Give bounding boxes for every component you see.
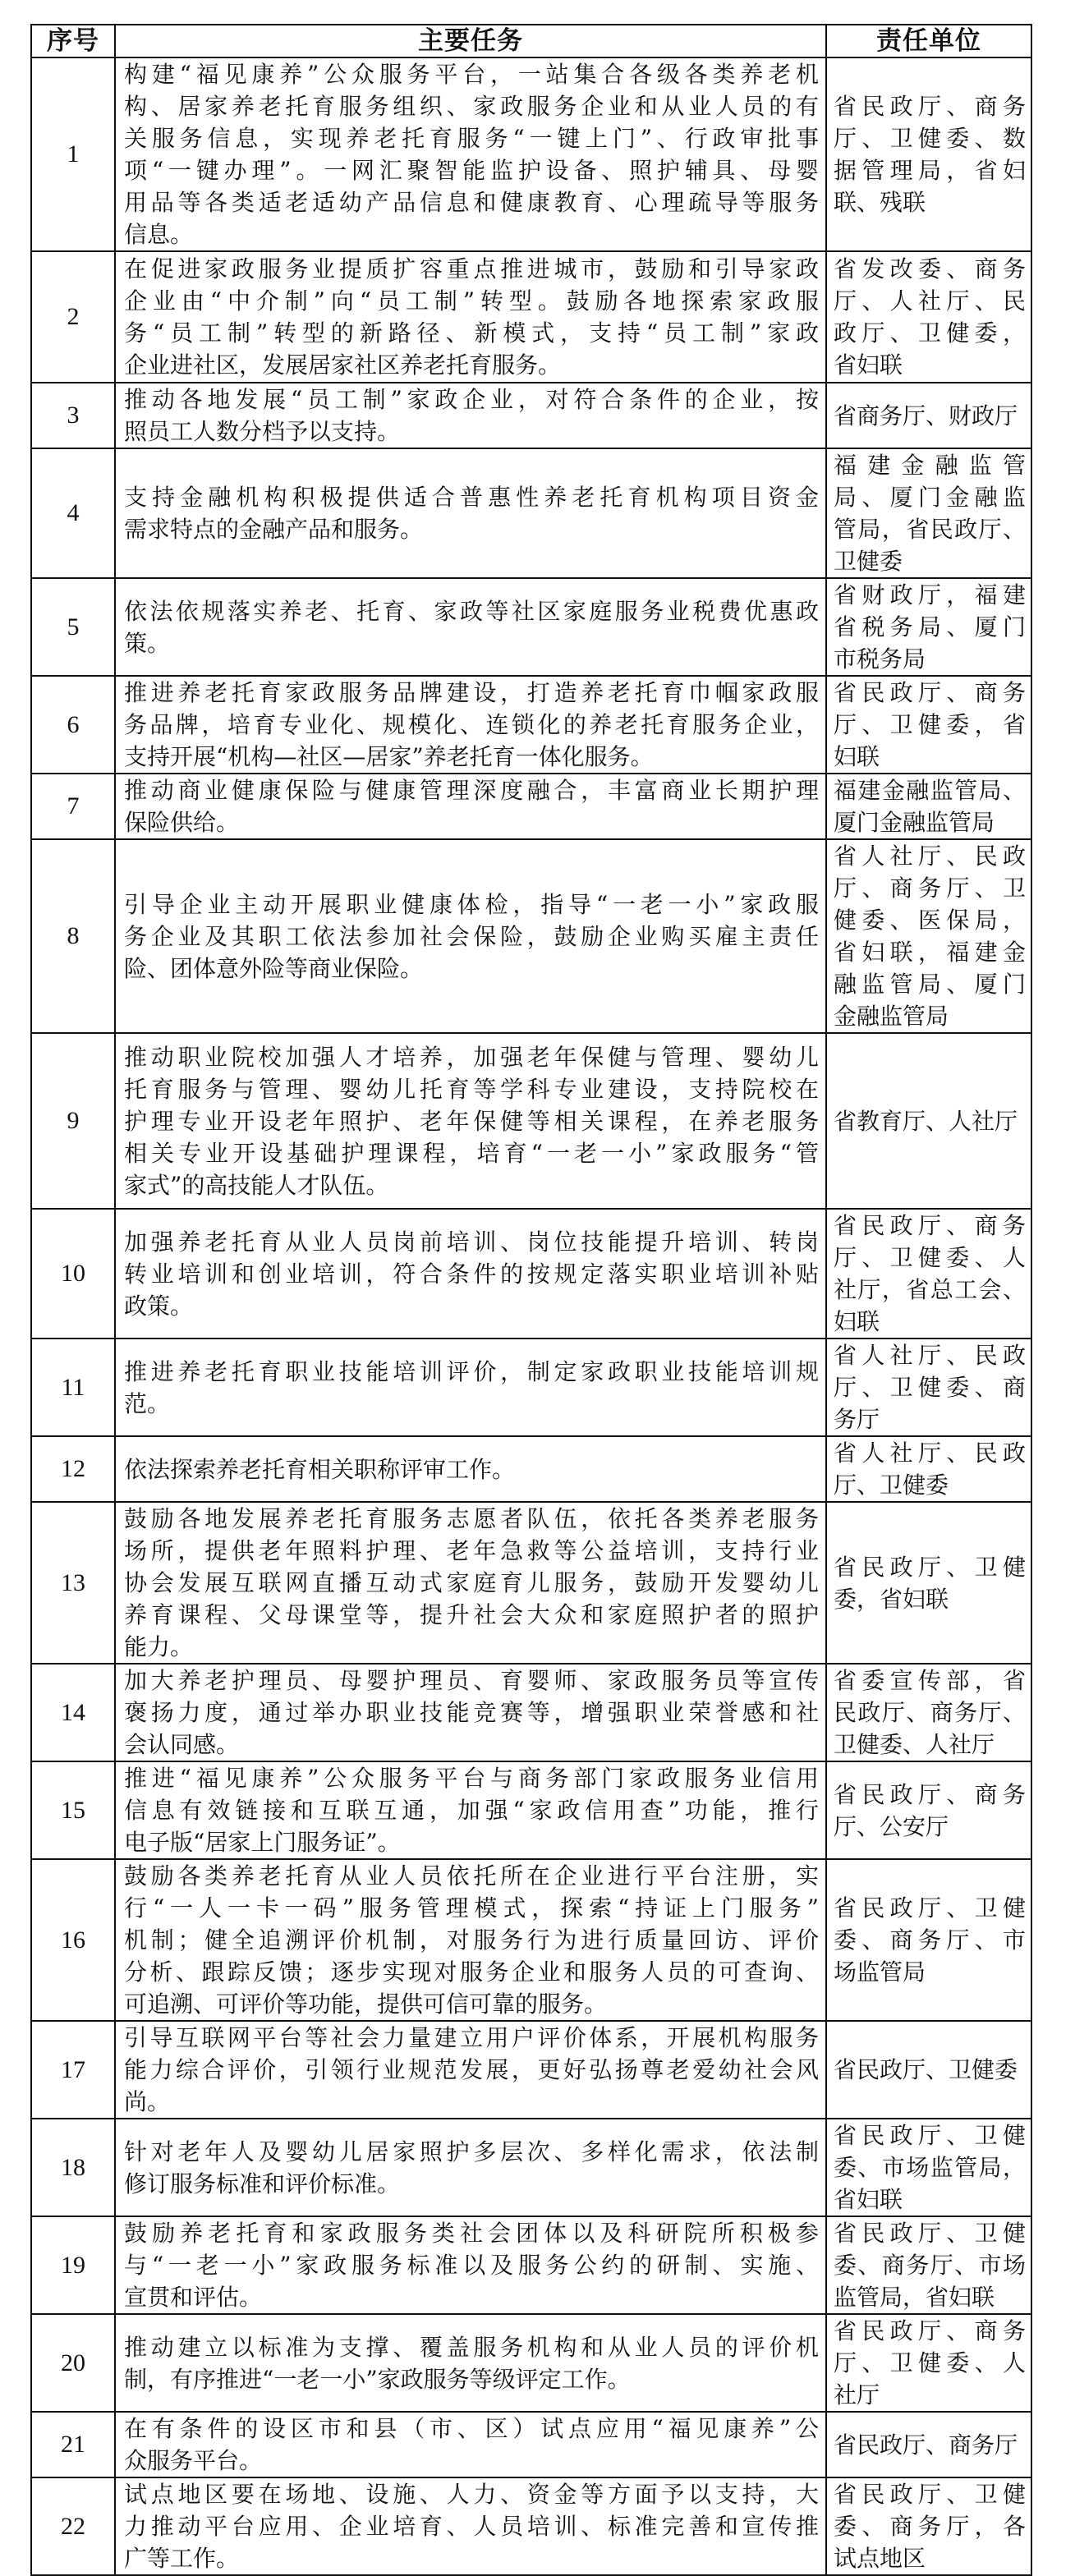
unit-cell-line: 融监管局、厦门 (834, 971, 1026, 998)
unit-cell-line: 省民政厅、卫健 (834, 2122, 1026, 2149)
unit-cell-line: 省妇联，福建金 (834, 939, 1026, 966)
task-cell-line: 推进养老托育家政服务品牌建设，打造养老托育巾帼家政服 (124, 679, 819, 706)
task-cell-line: 宣贯和评估。 (124, 2284, 263, 2311)
task-cell (115, 1436, 826, 1502)
task-cell-line: 推动商业健康保险与健康管理深度融合，丰富商业长期护理 (124, 777, 819, 804)
header-no: 序号 (31, 25, 115, 57)
unit-cell (826, 2119, 1031, 2216)
task-cell (115, 1859, 826, 2021)
task-cell-line: 支持金融机构积极提供适合普惠性养老托育机构项目资金 (124, 484, 819, 511)
task-cell-line: 政策。 (124, 1292, 194, 1320)
unit-cell-line: 厅、卫健委、数 (834, 125, 1026, 152)
task-cell (115, 1761, 826, 1859)
unit-cell-line: 省民政厅、商务 (834, 1780, 1026, 1808)
row-number: 11 (31, 1339, 115, 1436)
task-cell-line: 托育服务与管理、婴幼儿托育等学科专业建设，支持院校在 (124, 1075, 819, 1103)
task-cell (115, 839, 826, 1033)
row-number: 1 (31, 57, 115, 251)
task-cell-line: 关服务信息，实现养老托育服务“一键上门”、行政审批事 (124, 125, 819, 152)
unit-cell-line: 厅、卫健委，省 (834, 711, 1026, 738)
row-number: 8 (31, 839, 115, 1033)
task-cell-line: 尚。 (124, 2088, 171, 2115)
unit-cell-line: 妇联 (834, 743, 880, 770)
table-row (31, 2216, 1031, 2314)
unit-cell (826, 839, 1031, 1033)
table-row (31, 2119, 1031, 2216)
task-cell-line: 项“一键办理”。一网汇聚智能监护设备、照护辅具、母婴 (124, 157, 819, 184)
task-cell-line: 企业进社区，发展居家社区养老托育服务。 (124, 351, 562, 379)
unit-cell-line: 市税务局 (834, 645, 926, 673)
unit-cell-line: 省民政厅、卫健 (834, 1553, 1026, 1581)
task-cell (115, 2119, 826, 2216)
task-cell-line: 鼓励各地发展养老托育服务志愿者队伍，依托各类养老服务 (124, 1505, 819, 1532)
unit-cell-line: 厅、卫健委 (834, 1472, 949, 1499)
table-row (31, 774, 1031, 839)
task-cell-line: 协会发展互联网直播互动式家庭育儿服务，鼓励开发婴幼儿 (124, 1569, 819, 1596)
task-cell (115, 1664, 826, 1761)
table-row (31, 1209, 1031, 1339)
task-cell (115, 1033, 826, 1209)
task-cell (115, 57, 826, 251)
unit-cell (826, 2314, 1031, 2412)
task-cell (115, 1339, 826, 1436)
task-cell-line: 需求特点的金融产品和服务。 (124, 516, 424, 543)
task-cell-line: 范。 (124, 1389, 171, 1417)
unit-cell-line: 省民政厅、卫健 (834, 1894, 1026, 1922)
task-cell (115, 251, 826, 383)
unit-cell-line: 健委、医保局， (834, 907, 1026, 934)
unit-cell (826, 1859, 1031, 2021)
task-cell-line: 推动职业院校加强人才培养，加强老年保健与管理、婴幼儿 (124, 1043, 819, 1071)
task-cell-line: 依法探索养老托育相关职称评审工作。 (124, 1455, 516, 1483)
unit-cell-line: 金融监管局 (834, 1003, 949, 1030)
task-cell-line: 照员工人数分档予以支持。 (124, 418, 401, 445)
unit-cell-line: 省民政厅、卫健委 (834, 2056, 1018, 2083)
unit-cell-line: 社厅 (834, 2381, 880, 2408)
task-cell (115, 774, 826, 839)
unit-cell-line: 省民政厅、卫健 (834, 2481, 1026, 2508)
task-cell-line: 推进养老托育职业技能培训评价，制定家政职业技能培训规 (124, 1357, 819, 1385)
unit-cell (826, 578, 1031, 676)
unit-cell (826, 1502, 1031, 1664)
unit-cell-line: 联、残联 (834, 189, 926, 216)
row-number: 12 (31, 1436, 115, 1502)
row-number: 6 (31, 676, 115, 774)
task-cell-line: 转业培训和创业培训，符合条件的按规定落实职业培训补贴 (124, 1260, 819, 1288)
row-number: 21 (31, 2412, 115, 2477)
task-cell-line: 广等工作。 (124, 2545, 240, 2572)
table-row (31, 839, 1031, 1033)
table-row (31, 1859, 1031, 2021)
unit-cell-line: 福建金融监管局、 (834, 777, 1026, 804)
table-row (31, 578, 1031, 676)
task-cell-line: 与“一老一小”家政服务标准以及服务公约的研制、实施、 (124, 2252, 819, 2279)
task-cell-line: 场所，提供老年照料护理、老年急救等公益培训，支持行业 (124, 1537, 819, 1564)
unit-cell-line: 福建金融监管 (834, 452, 1026, 479)
task-cell-line: 信息有效链接和互联互通，加强“家政信用查”功能，推行 (124, 1797, 819, 1824)
unit-cell-line: 场监管局 (834, 1958, 926, 1986)
unit-cell-line: 省民政厅、商务 (834, 679, 1026, 706)
unit-cell-line: 管局，省民政厅、 (834, 516, 1026, 543)
task-cell-line: 褒扬力度，通过举办职业技能竞赛等，增强职业荣誉感和社 (124, 1699, 819, 1726)
task-cell (115, 2412, 826, 2477)
task-cell (115, 2477, 826, 2575)
unit-cell-line: 局、厦门金融监 (834, 484, 1026, 511)
table-body (31, 57, 1031, 2575)
table-row (31, 1436, 1031, 1502)
task-cell (115, 1502, 826, 1664)
task-cell (115, 1209, 826, 1339)
unit-cell (826, 1339, 1031, 1436)
unit-cell (826, 2216, 1031, 2314)
table-row (31, 251, 1031, 383)
unit-cell-line: 省教育厅、人社厅 (834, 1107, 1018, 1135)
header-task: 主要任务 (115, 25, 826, 57)
unit-cell-line: 省民政厅、商务 (834, 1212, 1026, 1239)
unit-cell-line: 卫健委、人社厅 (834, 1731, 995, 1758)
table-row (31, 1664, 1031, 1761)
task-cell-line: 用品等各类适老适幼产品信息和健康教育、心理疏导等服务 (124, 189, 819, 216)
unit-cell-line: 监管局，省妇联 (834, 2284, 995, 2311)
row-number: 20 (31, 2314, 115, 2412)
task-cell-line: 修订服务标准和评价标准。 (124, 2170, 401, 2197)
row-number: 13 (31, 1502, 115, 1664)
table-row (31, 1502, 1031, 1664)
unit-cell-line: 据管理局，省妇 (834, 157, 1026, 184)
task-cell-line: 养育课程、父母课堂等，提升社会大众和家庭照护者的照护 (124, 1601, 819, 1628)
unit-cell-line: 厅、公安厅 (834, 1812, 949, 1840)
table-row (31, 2314, 1031, 2412)
table-row (31, 1033, 1031, 1209)
unit-cell-line: 委、商务厅，各 (834, 2513, 1026, 2540)
unit-cell-line: 委、商务厅、市 (834, 1926, 1026, 1954)
tasks-table (30, 24, 1032, 2576)
unit-cell-line: 省人社厅、民政 (834, 843, 1026, 870)
unit-cell (826, 676, 1031, 774)
task-cell (115, 2314, 826, 2412)
task-cell-line: 务“员工制”转型的新路径、新模式，支持“员工制”家政 (124, 319, 819, 347)
table-row (31, 2477, 1031, 2575)
table-row (31, 2412, 1031, 2477)
unit-cell (826, 57, 1031, 251)
task-cell-line: 能力综合评价，引领行业规范发展，更好弘扬尊老爱幼社会风 (124, 2056, 819, 2083)
unit-cell-line: 厅、卫健委、人 (834, 1244, 1026, 1271)
task-cell-line: 可追溯、可评价等功能，提供可信可靠的服务。 (124, 1991, 608, 2018)
task-cell-line: 相关专业开设基础护理课程，培育“一老一小”家政服务“管 (124, 1139, 819, 1167)
unit-cell-line: 省民政厅、商务 (834, 2317, 1026, 2344)
task-cell-line: 行“一人一卡一码”服务管理模式，探索“持证上门服务” (124, 1894, 819, 1922)
task-cell (115, 578, 826, 676)
row-number: 22 (31, 2477, 115, 2575)
row-number: 3 (31, 383, 115, 448)
unit-cell-line: 厅、人社厅、民 (834, 287, 1026, 315)
task-cell-line: 试点地区要在场地、设施、人力、资金等方面予以支持，大 (124, 2481, 819, 2508)
unit-cell-line: 省商务厅、财政厅 (834, 402, 1018, 429)
table-row (31, 1339, 1031, 1436)
unit-cell-line: 委，省妇联 (834, 1585, 949, 1613)
unit-cell-line: 务厅 (834, 1406, 880, 1433)
task-cell-line: 策。 (124, 629, 171, 657)
task-cell-line: 在有条件的设区市和县（市、区）试点应用“福见康养”公 (124, 2415, 819, 2442)
unit-cell (826, 774, 1031, 839)
unit-cell-line: 省人社厅、民政 (834, 1342, 1026, 1369)
row-number: 15 (31, 1761, 115, 1859)
task-cell-line: 引导互联网平台等社会力量建立用户评价体系，开展机构服务 (124, 2024, 819, 2051)
unit-cell-line: 省委宣传部，省 (834, 1667, 1026, 1694)
unit-cell-line: 妇联 (834, 1308, 880, 1335)
unit-cell (826, 1436, 1031, 1502)
table-row (31, 383, 1031, 448)
unit-cell-line: 厅、卫健委、商 (834, 1374, 1026, 1401)
task-cell-line: 构、居家养老托育服务组织、家政服务企业和从业人员的有 (124, 93, 819, 120)
unit-cell-line: 试点地区 (834, 2545, 926, 2572)
unit-cell (826, 1209, 1031, 1339)
unit-cell-line: 省民政厅、卫健 (834, 2220, 1026, 2247)
task-cell-line: 务品牌，培育专业化、规模化、连锁化的养老托育服务企业， (124, 711, 819, 738)
task-cell (115, 2021, 826, 2119)
task-cell (115, 448, 826, 578)
task-cell-line: 构建“福见康养”公众服务平台，一站集合各级各类养老机 (124, 61, 819, 88)
unit-cell-line: 省民政厅、商务厅 (834, 2431, 1018, 2459)
unit-cell-line: 省妇联 (834, 351, 903, 379)
task-cell-line: 依法依规落实养老、托育、家政等社区家庭服务业税费优惠政 (124, 597, 819, 625)
task-cell-line: 加大养老护理员、母婴护理员、育婴师、家政服务员等宣传 (124, 1667, 819, 1694)
row-number: 7 (31, 774, 115, 839)
task-cell-line: 众服务平台。 (124, 2447, 263, 2474)
row-number: 4 (31, 448, 115, 578)
task-cell-line: 制，有序推进“一老一小”家政服务等级评定工作。 (124, 2365, 631, 2393)
row-number: 19 (31, 2216, 115, 2314)
task-cell-line: 针对老年人及婴幼儿居家照护多层次、多样化需求，依法制 (124, 2137, 819, 2165)
unit-cell-line: 省妇联 (834, 2186, 903, 2213)
task-cell-line: 务企业及其职工依法参加社会保险，鼓励企业购买雇主责任 (124, 922, 819, 950)
task-cell-line: 会认同感。 (124, 1731, 240, 1758)
table-row (31, 2021, 1031, 2119)
header-row (31, 25, 1031, 57)
task-cell-line: 加强养老托育从业人员岗前培训、岗位技能提升培训、转岗 (124, 1228, 819, 1256)
unit-cell (826, 2021, 1031, 2119)
unit-cell (826, 383, 1031, 448)
row-number: 5 (31, 578, 115, 676)
unit-cell (826, 2412, 1031, 2477)
unit-cell-line: 省民政厅、商务 (834, 93, 1026, 120)
unit-cell-line: 省税务局、厦门 (834, 613, 1026, 641)
unit-cell (826, 1664, 1031, 1761)
unit-cell-line: 省人社厅、民政 (834, 1440, 1026, 1467)
unit-cell-line: 省发改委、商务 (834, 255, 1026, 282)
task-cell-line: 能力。 (124, 1633, 194, 1660)
unit-cell (826, 1761, 1031, 1859)
unit-cell-line: 厅、商务厅、卫 (834, 875, 1026, 902)
unit-cell-line: 社厅，省总工会、 (834, 1276, 1026, 1303)
row-number: 18 (31, 2119, 115, 2216)
row-number: 10 (31, 1209, 115, 1339)
unit-cell-line: 政厅、卫健委， (834, 319, 1026, 347)
row-number: 14 (31, 1664, 115, 1761)
task-cell-line: 机制；健全追溯评价机制，对服务行为进行质量回访、评价 (124, 1926, 819, 1954)
unit-cell (826, 448, 1031, 578)
task-cell-line: 护理专业开设老年照护、老年保健等相关课程，在养老服务 (124, 1107, 819, 1135)
task-cell-line: 支持开展“机构—社区—居家”养老托育一体化服务。 (124, 743, 654, 770)
unit-cell-line: 委、商务厅、市场 (834, 2252, 1026, 2279)
table-row (31, 448, 1031, 578)
table-row (31, 57, 1031, 251)
task-cell-line: 推进“福见康养”公众服务平台与商务部门家政服务业信用 (124, 1765, 819, 1792)
task-cell-line: 分析、跟踪反馈；逐步实现对服务企业和服务人员的可查询、 (124, 1958, 819, 1986)
unit-cell (826, 1033, 1031, 1209)
row-number: 2 (31, 251, 115, 383)
task-cell-line: 推动各地发展“员工制”家政企业，对符合条件的企业，按 (124, 386, 819, 413)
task-cell-line: 鼓励养老托育和家政服务类社会团体以及科研院所积极参 (124, 2220, 819, 2247)
unit-cell-line: 卫健委 (834, 548, 903, 575)
task-cell-line: 引导企业主动开展职业健康体检，指导“一老一小”家政服 (124, 890, 819, 918)
task-cell-line: 信息。 (124, 221, 194, 248)
unit-cell-line: 厅、卫健委、人 (834, 2349, 1026, 2376)
unit-cell-line: 厦门金融监管局 (834, 809, 995, 836)
row-number: 9 (31, 1033, 115, 1209)
unit-cell-line: 委、市场监管局， (834, 2154, 1026, 2181)
task-cell-line: 保险供给。 (124, 809, 240, 836)
unit-cell (826, 251, 1031, 383)
task-cell-line: 推动建立以标准为支撑、覆盖服务机构和从业人员的评价机 (124, 2333, 819, 2361)
header-unit: 责任单位 (826, 25, 1031, 57)
task-cell-line: 力推动平台应用、企业培育、人员培训、标准完善和宣传推 (124, 2513, 819, 2540)
task-cell (115, 676, 826, 774)
task-cell-line: 电子版“居家上门服务证”。 (124, 1829, 401, 1856)
task-cell (115, 2216, 826, 2314)
task-cell-line: 鼓励各类养老托育从业人员依托所在企业进行平台注册，实 (124, 1862, 819, 1890)
unit-cell-line: 省财政厅，福建 (834, 581, 1026, 608)
task-cell-line: 在促进家政服务业提质扩容重点推进城市，鼓励和引导家政 (124, 255, 819, 282)
task-cell-line: 家式”的高技能人才队伍。 (124, 1171, 389, 1199)
unit-cell (826, 2477, 1031, 2575)
task-cell-line: 险、团体意外险等商业保险。 (124, 954, 424, 982)
table-row (31, 1761, 1031, 1859)
task-cell (115, 383, 826, 448)
row-number: 16 (31, 1859, 115, 2021)
task-cell-line: 企业由“中介制”向“员工制”转型。鼓励各地探索家政服 (124, 287, 819, 315)
row-number: 17 (31, 2021, 115, 2119)
table-row (31, 676, 1031, 774)
unit-cell-line: 民政厅、商务厅、 (834, 1699, 1026, 1726)
